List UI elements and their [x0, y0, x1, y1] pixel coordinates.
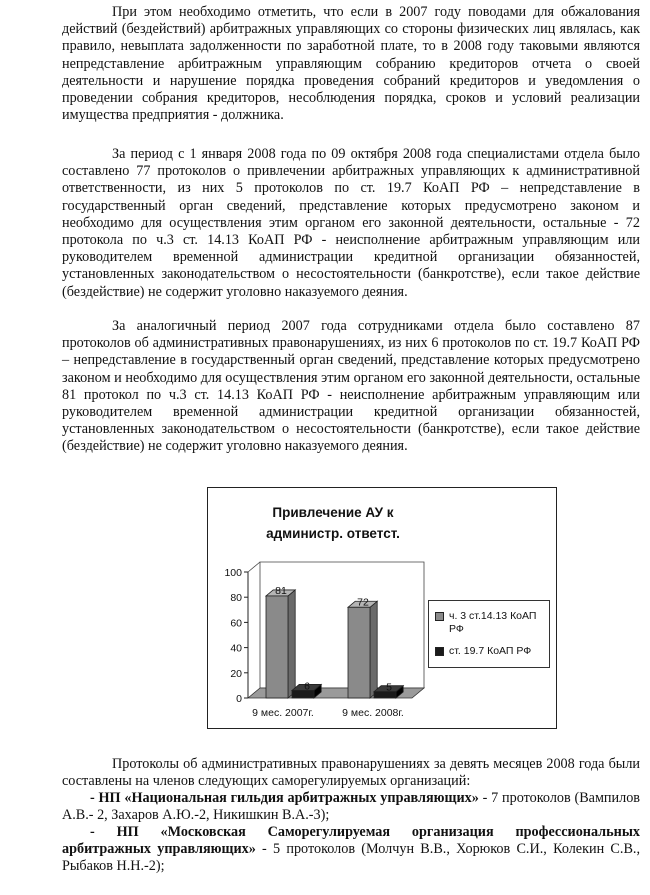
legend-item-197 [435, 645, 531, 658]
data-label-1413: 72 [357, 596, 369, 609]
data-label-197: 6 [304, 680, 310, 693]
paragraph-2007-protocols: За аналогичный период 2007 года сотрудниками отдела было составлено 87 протоколов об административных правонарушениях, из них 6 протоколов по ст. 19.7 КоАП РФ – непредставление в государственный орган сведений, представление которых предусмотрено законом и необходимо для осуществления этим органом его законной деятельности, остальные 81 протокол по ч.3 ст. 14.13 КоАП РФ - неисполнение арбитражным управляющим или руководителем временной администрации кредитной организации обязанностей, установленных законодательством о несостоятельности (банкротстве), если такое действие (бездействие) не содержит уголовно наказуемого деяния. [62, 318, 640, 455]
paragraph-2008-protocols: За период с 1 января 2008 года по 09 октября 2008 года специалистами отдела было составлено 77 протоколов о привлечении арбитражных управляющих к административной ответственности, из них 5 протоколов по ст. 19.7 КоАП РФ – непредставление в государственный орган сведений, представление которых предусмотрено законом и необходимо для осуществления этим органом его законной деятельности, остальные - 72 протокола по ч.3 ст. 14.13 КоАП РФ - неисполнение арбитражным управляющим или руководителем временной администрации кредитной организации обязанностей, установленных законодательством о несостоятельности (банкротстве), если такое действие (бездействие) не содержит уголовно наказуемого деяния. [62, 146, 640, 300]
paragraph-sro-guild [62, 790, 640, 824]
bar-2008-1413-side [370, 601, 377, 698]
paragraph-complaints: При этом необходимо отметить, что если в 2007 году поводами для обжалования действий (бездействий) арбитражных управляющих со стороны физических лиц являлась, как правило, невыплата задолженности по заработной плате, то в 2008 году таковыми являются непредставление арбитражным управляющим собранию кредиторов отчета о своей деятельности и нарушение порядка проведения собраний кредиторов и уведомления о проведении собрания кредиторов, несоблюдения порядка, сроков и условий реализации имущества предприятия - должника. [62, 4, 640, 124]
bar-chart [207, 487, 557, 729]
y-tick-label: 100 [224, 567, 242, 579]
legend-item-1413 [435, 610, 539, 636]
data-label-1413: 81 [275, 584, 287, 597]
sro-moscow-details: - 5 протоколов (Молчун В.В., Хорюков С.И., Колекин С.В., Рыбаков Н.Н.-2); [62, 841, 640, 875]
chart-title: Привлечение АУ к администр. ответст. [266, 505, 400, 541]
sro-guild-details: - 7 протоколов (Вампилов А.В.- 2, Захаров А.Ю.-2, Никишкин В.А.-3); [62, 790, 640, 824]
y-tick-label: 60 [230, 617, 242, 630]
x-category-label: 9 мес. 2008г. [342, 707, 404, 719]
legend-swatch-1413 [435, 612, 444, 621]
legend-label-1413: ч. 3 ст.14.13 КоАП РФ [449, 610, 537, 635]
x-category-label: 9 мес. 2007г. [252, 707, 314, 719]
y-tick-label: 80 [230, 592, 242, 605]
sro-guild-name: - НП «Национальная гильдия арбитражных управляющих» [90, 790, 479, 806]
bar-2007-1413-side [288, 590, 295, 698]
wall-edge [248, 562, 260, 572]
paragraph-sro-moscow [62, 824, 640, 876]
legend-swatch-197 [435, 647, 444, 656]
paragraph-sro-intro: Протоколы об административных правонарушениях за девять месяцев 2008 года были составлены на членов следующих саморегулируемых организаций: [62, 756, 640, 790]
y-tick-label: 0 [236, 693, 242, 705]
bar-2007-197 [292, 690, 314, 698]
chart-legend [428, 600, 550, 668]
bar-2007-1413 [266, 596, 288, 698]
data-label-197: 5 [386, 681, 392, 694]
bar-2008-1413 [348, 607, 370, 698]
y-tick-label: 40 [230, 642, 242, 655]
y-tick-label: 20 [230, 667, 242, 680]
legend-label-197: ст. 19.7 КоАП РФ [449, 645, 532, 657]
bar-2008-197 [374, 692, 396, 698]
sro-moscow-name: - НП «Московская Саморегулируемая организация профессиональных арбитражных управляющих» [62, 824, 640, 858]
